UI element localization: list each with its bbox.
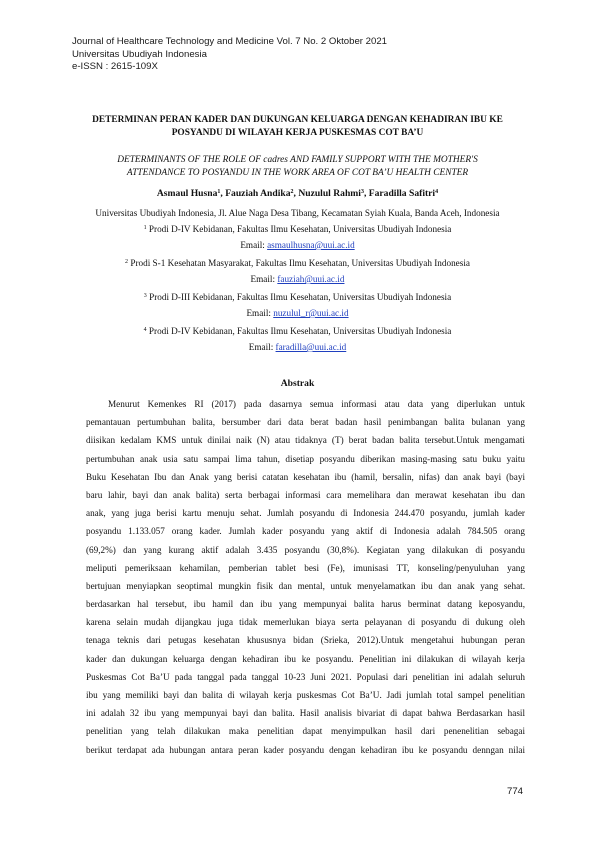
journal-university: Universitas Ubudiyah Indonesia <box>72 48 207 60</box>
abstract-line: penelitian yang telah dilakukan maka penelitian dapat menyimpulkan hasil dari penenelitian sebagai <box>86 726 525 737</box>
abstract-line: anak, yang juga berisi kartu menuju sehat. Jumlah posyandu di Indonesia 244.470 posyandu, jumlah kader <box>86 508 525 519</box>
paper-english-title-line: DETERMINANTS OF THE ROLE OF cadres AND FAMILY SUPPORT WITH THE MOTHER'S <box>117 155 478 165</box>
email-label: Email: <box>246 308 274 318</box>
affiliation-1 <box>40 222 555 235</box>
paper-english-title <box>60 154 535 179</box>
affiliation-text: Prodi S-1 Kesehatan Masyarakat, Fakultas Ilmu Kesehatan, Universitas Ubudiyah Indonesia <box>128 258 470 268</box>
affiliation-mark: 4 <box>143 327 147 333</box>
affiliation-mark: 1 <box>143 225 147 231</box>
author-affiliation-mark: 1 <box>217 189 221 195</box>
email-link[interactable]: fauziah@uui.ac.id <box>277 274 345 284</box>
email-link[interactable]: nuzulul_r@uui.ac.id <box>273 308 349 318</box>
author-separator: , <box>363 188 369 199</box>
abstract-line: meliputi pemeriksaan kehamilan, pemberian tablet besi (Fe), imunisasi TT, konseling/penyuluhan yang <box>86 562 525 573</box>
email-line-4 <box>40 341 555 353</box>
email-label: Email: <box>250 274 278 284</box>
abstract-line: ini adalah 32 ibu yang mempunyai bayi dan balita. Hasil analisis bivariat di dapat bahwa Berdasarkan hasil <box>86 708 525 719</box>
paper-english-title-line: ATTENDANCE TO POSYANDU IN THE WORK AREA OF COT BA’U HEALTH CENTER <box>126 167 469 178</box>
abstract-line: baru lahir, bayi dan anak balita) serta berbagai informasi cara memelihara dan merawat kesehatan ibu dan <box>86 489 525 500</box>
author-name: Asmaul Husna <box>156 188 218 199</box>
affiliation-text: Prodi D-IV Kebidanan, Fakultas Ilmu Kesehatan, Universitas Ubudiyah Indonesia <box>146 224 452 234</box>
abstract-line: tenaga teknis dari petugas kesehatan khususnya bidan (Srieka, 2012).Untuk mengetahui hubungan peran <box>86 635 525 646</box>
abstract-line: (69,2%) dan yang kurang aktif adalah 3.435 posyandu (30,8%). Kegiatan yang dilakukan di posyandu <box>86 544 525 555</box>
abstract-body <box>86 395 525 759</box>
abstract-line: ibu yang memiliki bayi dan balita di wilayah kerja puskesmas Cot Ba’U. Jadi jumlah total sampel penelitian <box>86 690 525 700</box>
page-number: 774 <box>506 786 523 797</box>
abstract-line: berikut terdapat ada hubungan antara peran kader posyandu dengan kehadiran ibu ke posyandu denngan nilai <box>86 744 525 755</box>
author-affiliation-mark: 2 <box>290 189 294 195</box>
author-affiliation-mark: 4 <box>435 189 439 195</box>
paper-title-line: POSYANDU DI WILAYAH KERJA PUSKESMAS COT BA’U <box>171 128 424 138</box>
affiliation-text: Prodi D-IV Kebidanan, Fakultas Ilmu Kesehatan, Universitas Ubudiyah Indonesia <box>146 326 452 336</box>
abstract-heading: Abstrak <box>280 378 315 389</box>
abstract-line: Puskesmas Cot Ba’U pada tanggal pada tanggal 10-23 Juni 2021. Populasi dari penelitian ini adalah seluruh <box>86 671 525 682</box>
abstract-line: berdasarkan hal tersebut, ibu hamil dan ibu yang mempunyai balita harus berminat datang keposyandu, <box>86 599 525 610</box>
abstract-line: pertumbuhan anak usia satu sampai lima tahun, disetiap posyandu diberikan masing-masing satu buku yaitu <box>86 453 525 464</box>
author-name: Faradilla Safitri <box>368 188 436 199</box>
affiliation-2 <box>40 256 555 269</box>
abstract-line: kader dan dukungan keluarga dengan kehadiran ibu ke posyandu. Penelitian ini dilakukan di wilayah kerja <box>86 653 525 664</box>
affiliation-mark: 2 <box>125 259 129 265</box>
journal-name: Journal of Healthcare Technology and Medicine Vol. 7 No. 2 Oktober 2021 <box>72 36 388 47</box>
author-list <box>60 186 535 200</box>
institution-address: Universitas Ubudiyah Indonesia, Jl. Alue Naga Desa Tibang, Kecamatan Syiah Kuala, Banda Aceh, Indonesia <box>95 208 500 218</box>
abstract-line: diisikan kedalam KMS untuk dinilai naik (N) atau tidaknya (T) berat badan balita tersebut.Untuk mengamati <box>86 435 525 446</box>
abstract-line: Menurut Kemenkes RI (2017) pada dasarnya semua informasi atau data yang diperlukan untuk <box>108 399 525 409</box>
email-label: Email: <box>248 342 276 352</box>
affiliation-mark: 3 <box>143 293 147 299</box>
author-separator: , <box>293 188 299 199</box>
paper-title <box>60 114 535 140</box>
abstract-line: bertujuan menyiapkan seoptimal mungkin fisik dan mental, untuk menyelamatkan ibu dan anak yang sehat. <box>86 580 525 591</box>
email-link[interactable]: faradilla@uui.ac.id <box>275 342 347 352</box>
affiliation-3 <box>40 290 555 303</box>
journal-header <box>72 36 387 74</box>
author-name: Fauziah Andika <box>225 188 291 199</box>
abstract-line: Buku Kesehatan Ibu dan Anak yang berisi catatan kesehatan ibu (hamil, bersalin, nifas) dan anak bayi (bayi <box>86 471 525 482</box>
email-line-3 <box>40 307 555 319</box>
affiliation-4 <box>40 324 555 337</box>
abstract-line: posyandu 1.133.057 orang kader. Jumlah kader posyandu yang aktif di Indonesia adalah 784.505 orang <box>86 526 525 537</box>
author-name: Nuzulul Rahmi <box>298 188 361 199</box>
email-line-2 <box>40 273 555 285</box>
email-link[interactable]: asmaulhusna@uui.ac.id <box>267 240 355 250</box>
paper-title-line: DETERMINAN PERAN KADER DAN DUKUNGAN KELUARGA DENGAN KEHADIRAN IBU KE <box>92 115 503 125</box>
affiliation-text: Prodi D-III Kebidanan, Fakultas Ilmu Kesehatan, Universitas Ubudiyah Indonesia <box>146 292 452 302</box>
author-affiliation-mark: 3 <box>360 189 364 195</box>
journal-issn: e-ISSN : 2615-109X <box>72 61 158 73</box>
email-line-1 <box>40 239 555 251</box>
abstract-line: pemantauan pertumbuhan balita, bersumber dari data berat badan hasil penimbangan balita bulanan yang <box>86 417 525 428</box>
abstract-line: karena selain mudah dijangkau juga tidak memerlukan biaya serta pelayanan di posyandu di dukung oleh <box>86 617 525 628</box>
email-label: Email: <box>240 240 268 250</box>
author-separator: , <box>220 188 226 199</box>
